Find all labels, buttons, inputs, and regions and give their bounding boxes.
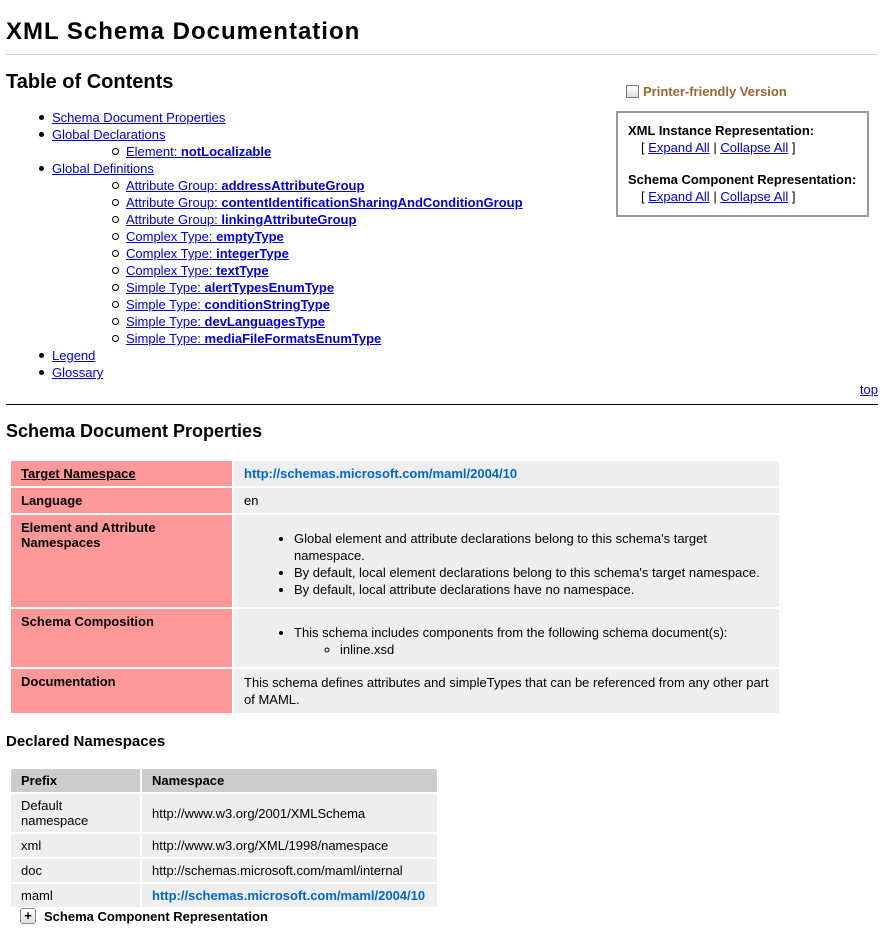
representation-controls (616, 111, 869, 217)
toc-subitem (126, 296, 523, 313)
schema-collapse-all-link[interactable]: Collapse All (720, 189, 789, 204)
schema-component-representation-label: Schema Component Representation (44, 908, 268, 924)
schema-props-title: Schema Document Properties (6, 421, 263, 441)
toc-subitem (126, 211, 523, 228)
component-name: mediaFileFormatsEnumType (204, 331, 382, 346)
toc-subitem (126, 177, 523, 194)
printer-friendly-checkbox[interactable] (626, 85, 639, 98)
component-kind: Simple Type: (126, 297, 205, 312)
toc-sublist-wrapper (52, 177, 523, 347)
bracket-close: ] (791, 189, 796, 204)
namespace-link[interactable]: http://schemas.microsoft.com/maml/2004/10 (152, 888, 426, 903)
toc-sublink[interactable] (126, 263, 269, 278)
namespace-cell: http://schemas.microsoft.com/maml/internal (142, 859, 437, 882)
component-name: devLanguagesType (204, 314, 325, 329)
link-separator: | (713, 140, 717, 155)
target-namespace-label (11, 461, 232, 486)
list-item: • By default, local element declarations belong to this schema's target namespace. (294, 564, 769, 581)
component-name: linkingAttributeGroup (221, 212, 357, 227)
toc-item (52, 364, 523, 381)
toc-subitem (126, 143, 523, 160)
table-row (11, 609, 779, 667)
component-name: integerType (216, 246, 289, 261)
prefix-cell: doc (11, 859, 140, 882)
documentation-value: This schema defines attributes and simpleTypes that can be referenced from any other part of MAML. (234, 669, 779, 713)
component-kind: Simple Type: (126, 314, 205, 329)
toc-sublink[interactable] (126, 280, 334, 295)
list-item: ◦ inline.xsd (340, 641, 769, 658)
table-row (11, 794, 437, 832)
target-namespace-link[interactable]: http://schemas.microsoft.com/maml/2004/10 (244, 466, 518, 481)
component-kind: Attribute Group: (126, 178, 222, 193)
expand-icon[interactable]: + (20, 908, 36, 924)
xml-expand-all-link[interactable]: Expand All (648, 140, 710, 155)
namespace-rules-list (244, 530, 769, 598)
schema-component-title: Schema Component Representation: (628, 172, 857, 187)
toc-sublink[interactable] (126, 212, 356, 227)
toc-link[interactable]: Global Definitions (52, 161, 154, 176)
component-kind: Complex Type: (126, 229, 217, 244)
printer-friendly-toggle[interactable] (626, 84, 787, 99)
component-name: addressAttributeGroup (221, 178, 365, 193)
schema-component-representation-toggle[interactable] (20, 908, 268, 924)
toc-item (52, 109, 523, 126)
table-row (11, 834, 437, 857)
target-namespace-value (234, 461, 779, 486)
component-kind: Attribute Group: (126, 195, 222, 210)
prefix-cell: Default namespace (11, 794, 140, 832)
toc-title: Table of Contents (6, 71, 174, 93)
toc-sublink[interactable] (126, 178, 364, 193)
composition-list (244, 624, 769, 658)
printer-friendly-label[interactable]: Printer-friendly Version (643, 84, 787, 99)
title-divider (6, 54, 878, 55)
toc-sublink[interactable] (126, 229, 284, 244)
top-link[interactable]: top (859, 382, 878, 397)
component-name: notLocalizable (180, 144, 272, 159)
toc-subitem (126, 228, 523, 245)
link-separator: | (713, 189, 717, 204)
namespace-cell: http://www.w3.org/2001/XMLSchema (142, 794, 437, 832)
list-item (294, 624, 769, 658)
prefix-cell: maml (11, 884, 140, 907)
toc-item (52, 160, 523, 177)
xml-instance-title: XML Instance Representation: (628, 123, 815, 138)
toc-link[interactable]: Global Declarations (52, 127, 166, 142)
component-name: contentIdentificationSharingAndConditionGroup (221, 195, 523, 210)
table-row (11, 884, 437, 907)
bracket-open: [ (641, 140, 645, 155)
schema-properties-table (9, 459, 781, 715)
toc-sublink[interactable] (126, 195, 523, 210)
namespace-cell (142, 884, 437, 907)
toc-sublist (52, 143, 523, 160)
schema-component-links (628, 188, 867, 205)
toc-link[interactable]: Glossary (52, 365, 104, 380)
language-label: Language (11, 488, 232, 513)
table-row (11, 669, 779, 713)
component-kind: Simple Type: (126, 331, 205, 346)
target-namespace-glossary-link[interactable]: Target Namespace (21, 466, 136, 481)
composition-label: Schema Composition (11, 609, 232, 667)
section-divider (6, 404, 878, 405)
toc-subitem (126, 330, 523, 347)
component-kind: Simple Type: (126, 280, 205, 295)
table-row (11, 859, 437, 882)
toc-sublink[interactable] (126, 297, 330, 312)
component-name: alertTypesEnumType (204, 280, 335, 295)
toc-sublink[interactable] (126, 246, 289, 261)
toc-sublist-wrapper (52, 143, 523, 160)
list-item: • By default, local attribute declarations have no namespace. (294, 581, 769, 598)
component-kind: Complex Type: (126, 263, 217, 278)
toc-subitem (126, 194, 523, 211)
toc-item (52, 126, 523, 143)
list-item: • Global element and attribute declarations belong to this schema's target namespace. (294, 530, 769, 564)
toc-subitem (126, 313, 523, 330)
component-kind: Attribute Group: (126, 212, 222, 227)
namespaces-value (234, 515, 779, 607)
language-value: en (234, 488, 779, 513)
component-name: textType (216, 263, 269, 278)
prefix-header: Prefix (11, 769, 140, 792)
toc-sublink[interactable] (126, 331, 381, 346)
toc-link[interactable]: Schema Document Properties (52, 110, 226, 125)
namespaces-label: Element and Attribute Namespaces (11, 515, 232, 607)
documentation-label: Documentation (11, 669, 232, 713)
component-kind: Element: (126, 144, 181, 159)
toc-sublink[interactable] (126, 314, 325, 329)
table-row (11, 461, 779, 486)
table-header-row (11, 769, 437, 792)
composition-item-text: This schema includes components from the following schema document(s): (294, 625, 728, 640)
schema-expand-all-link[interactable]: Expand All (648, 189, 710, 204)
page-title: XML Schema Documentation (6, 18, 361, 45)
toc-link[interactable]: Legend (52, 348, 96, 363)
namespace-cell: http://www.w3.org/XML/1998/namespace (142, 834, 437, 857)
component-name: emptyType (216, 229, 284, 244)
xml-instance-links (628, 139, 867, 156)
component-name: conditionStringType (204, 297, 330, 312)
table-of-contents (52, 109, 523, 381)
toc-sublist (52, 177, 523, 347)
toc-sublink[interactable] (126, 144, 271, 159)
prefix-cell: xml (11, 834, 140, 857)
declared-namespaces-title: Declared Namespaces (6, 733, 166, 750)
declared-namespaces-table (9, 767, 439, 909)
xml-collapse-all-link[interactable]: Collapse All (720, 140, 789, 155)
toc-subitem (126, 279, 523, 296)
component-kind: Complex Type: (126, 246, 217, 261)
toc-subitem (126, 245, 523, 262)
composition-value (234, 609, 779, 667)
table-row (11, 515, 779, 607)
table-row (11, 488, 779, 513)
bracket-close: ] (791, 140, 796, 155)
toc-subitem (126, 262, 523, 279)
bracket-open: [ (641, 189, 645, 204)
namespace-header: Namespace (142, 769, 437, 792)
toc-item (52, 347, 523, 364)
